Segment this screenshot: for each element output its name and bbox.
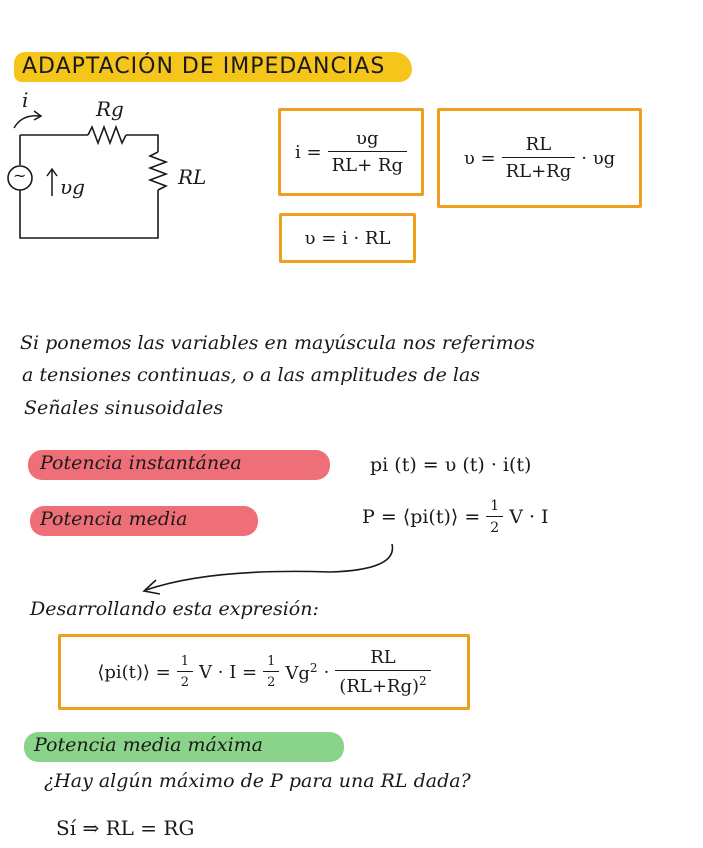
desarrollo-mid: V · I = [199, 661, 258, 683]
potencia-media-half-den: 2 [486, 516, 503, 536]
formula-voltage-den: RL+Rg [502, 157, 576, 182]
formula-voltage-divider-box [437, 108, 642, 208]
formula-current-box [278, 108, 424, 196]
formula-current-fraction [328, 128, 407, 176]
formula-current-den: RL+ Rg [328, 151, 407, 176]
desarrollo-half-2 [263, 654, 279, 690]
desarrollo-half-1-den: 2 [177, 671, 193, 690]
paragraph-line-2: a tensiones continuas, o a las amplitudes de las [22, 364, 481, 386]
formula-current-num: υg [356, 128, 379, 149]
desarrollo-half-2-num: 1 [267, 654, 276, 669]
desarrollo-frac-exp: 2 [419, 674, 427, 688]
potencia-maxima-label: Potencia media máxima [34, 734, 264, 756]
potencia-media-rhs: V · I [509, 506, 549, 528]
rg-resistor [88, 127, 126, 143]
desarrollo-frac-den: (RL+Rg) [339, 676, 420, 697]
curved-arrow-icon [130, 540, 410, 600]
potencia-media-lhs: P = ⟨pi(t)⟩ = [362, 506, 481, 528]
formula-voltage-num: RL [525, 134, 552, 155]
rl-resistor [150, 152, 166, 190]
page-title: ADAPTACIÓN DE IMPEDANCIAS [22, 54, 386, 79]
rl-label: RL [178, 165, 207, 189]
potencia-instantanea-label: Potencia instantánea [40, 452, 242, 474]
desarrollo-vg [285, 661, 317, 684]
formula-voltage-rhs: · υg [581, 147, 616, 169]
paragraph-line-3: Señales sinusoidales [24, 397, 224, 419]
rg-label: Rg [96, 97, 124, 121]
desarrollo-lhs: ⟨pi(t)⟩ = [97, 661, 171, 683]
formula-voltage-lhs: υ = [463, 147, 496, 169]
vg-label: υg [60, 175, 85, 199]
potencia-media-half [486, 498, 503, 536]
potencia-media-half-num: 1 [490, 498, 500, 514]
formula-current-lhs: i = [295, 141, 322, 163]
desarrollo-half-1 [177, 654, 193, 690]
desarrollo-formula-box: ⟨pi(t)⟩ = $\frac{1}{2}$ V · I = $\frac{1}{2}$ Vg$^2$ · $\frac{RL}{(RL+Rg)^2}$ [58, 634, 470, 710]
desarrollo-text: Desarrollando esta expresión: [30, 598, 319, 620]
desarrollo-vg-exp: 2 [309, 660, 318, 675]
formula-ohm-box [279, 213, 416, 263]
desarrollo-load-fraction [335, 647, 430, 697]
potencia-media-label: Potencia media [40, 508, 188, 530]
desarrollo-frac-num: RL [370, 647, 396, 668]
potencia-maxima-question: ¿Hay algún máximo de P para una RL dada? [44, 770, 471, 792]
paragraph-line-1: Si ponemos las variables en mayúscula nos referimos [20, 332, 535, 354]
formula-ohm: υ = i · RL [304, 227, 391, 249]
potencia-media-formula [362, 498, 549, 536]
desarrollo-half-1-num: 1 [180, 654, 190, 669]
desarrollo-vg-base: Vg [285, 662, 310, 684]
desarrollo-frac-den-wrap [335, 670, 430, 697]
desarrollo-half-2-den: 2 [263, 671, 279, 690]
current-label: i [22, 88, 29, 112]
potencia-maxima-answer: Sí ⇒ RL = RG [56, 816, 195, 840]
potencia-instantanea-formula: pi (t) = υ (t) · i(t) [370, 454, 532, 476]
source-symbol: ~ [13, 166, 27, 185]
formula-voltage-fraction [502, 134, 576, 182]
